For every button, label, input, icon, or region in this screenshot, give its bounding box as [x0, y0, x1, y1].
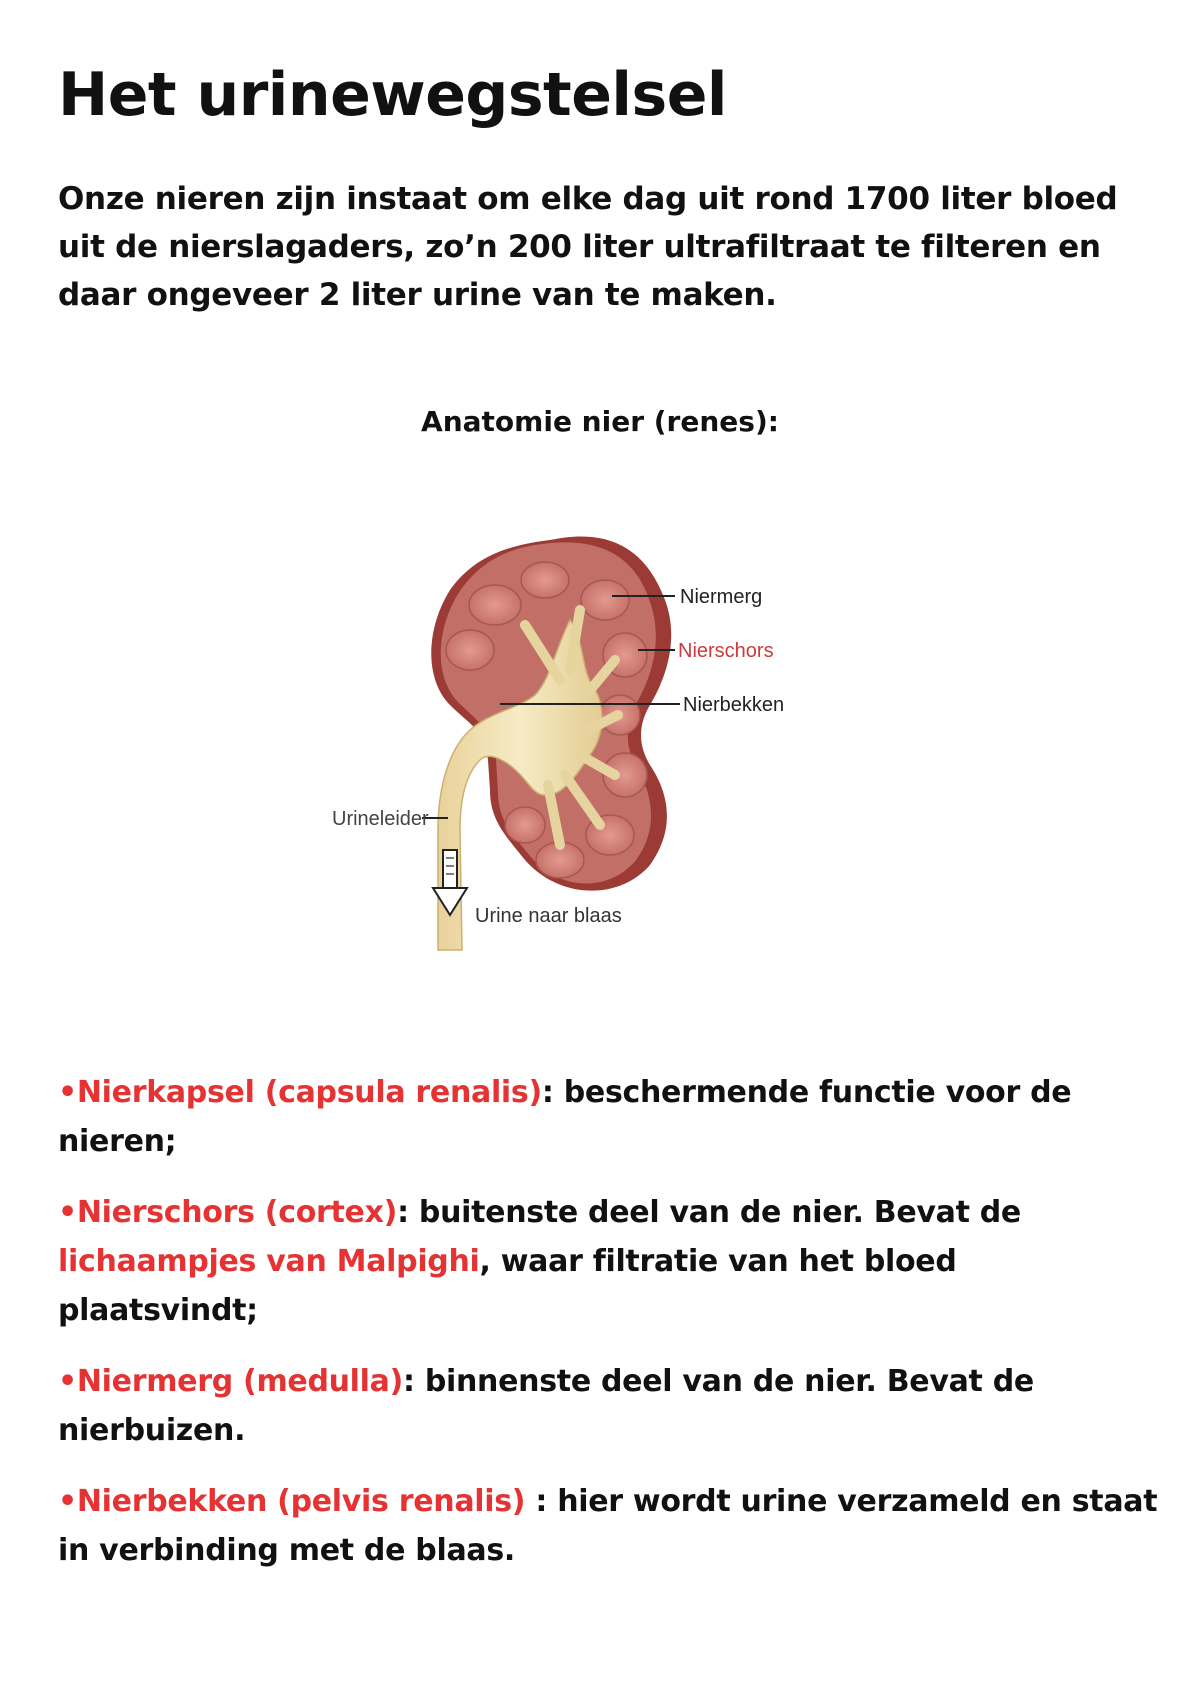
page-title: Het urinewegstelsel [58, 60, 727, 130]
kidney-anatomy-illustration [320, 530, 880, 990]
bullet-marker: • [58, 1195, 77, 1230]
label-niermerg: Niermerg [680, 586, 763, 608]
list-item [58, 1477, 1158, 1575]
label-urineleider: Urineleider [332, 808, 429, 830]
list-item [58, 1068, 1158, 1166]
term-nierkapsel: Nierkapsel (capsula renalis) [76, 1075, 542, 1110]
term-nierschors: Nierschors (cortex) [76, 1195, 398, 1230]
list-item [58, 1357, 1158, 1455]
intro-paragraph: Onze nieren zijn instaat om elke dag uit rond 1700 liter bloed uit de nierslagaders, zo’n 200 liter ultrafiltraat te filteren en daar ongeveer 2 liter urine van te maken. [58, 181, 1118, 313]
definition-text: : buitenste deel van de nier. Bevat de [397, 1195, 1021, 1230]
bullet-marker: • [58, 1075, 77, 1110]
kidney-parts-list [58, 1068, 1158, 1597]
figure-caption: Anatomie nier (renes): [421, 405, 779, 438]
definition-text: : beschermende functie voor de nieren; [58, 1075, 1072, 1159]
bullet-marker: • [58, 1364, 77, 1399]
bullet-marker: • [58, 1484, 77, 1519]
term-niermerg: Niermerg (medulla) [76, 1364, 403, 1399]
list-item [58, 1188, 1158, 1335]
highlight-malpighi: lichaampjes van Malpighi [58, 1244, 480, 1279]
label-urine-naar-blaas: Urine naar blaas [475, 905, 622, 927]
definition-text: : binnenste deel van de nier. Bevat de nierbuizen. [58, 1364, 1034, 1448]
label-nierschors: Nierschors [678, 640, 774, 662]
definition-text: : hier wordt urine verzameld en staat in verbinding met de blaas. [58, 1484, 1158, 1568]
label-nierbekken: Nierbekken [683, 694, 785, 716]
term-nierbekken: Nierbekken (pelvis renalis) [76, 1484, 536, 1519]
definition-text: , waar filtratie van het bloed plaatsvindt; [58, 1244, 957, 1328]
